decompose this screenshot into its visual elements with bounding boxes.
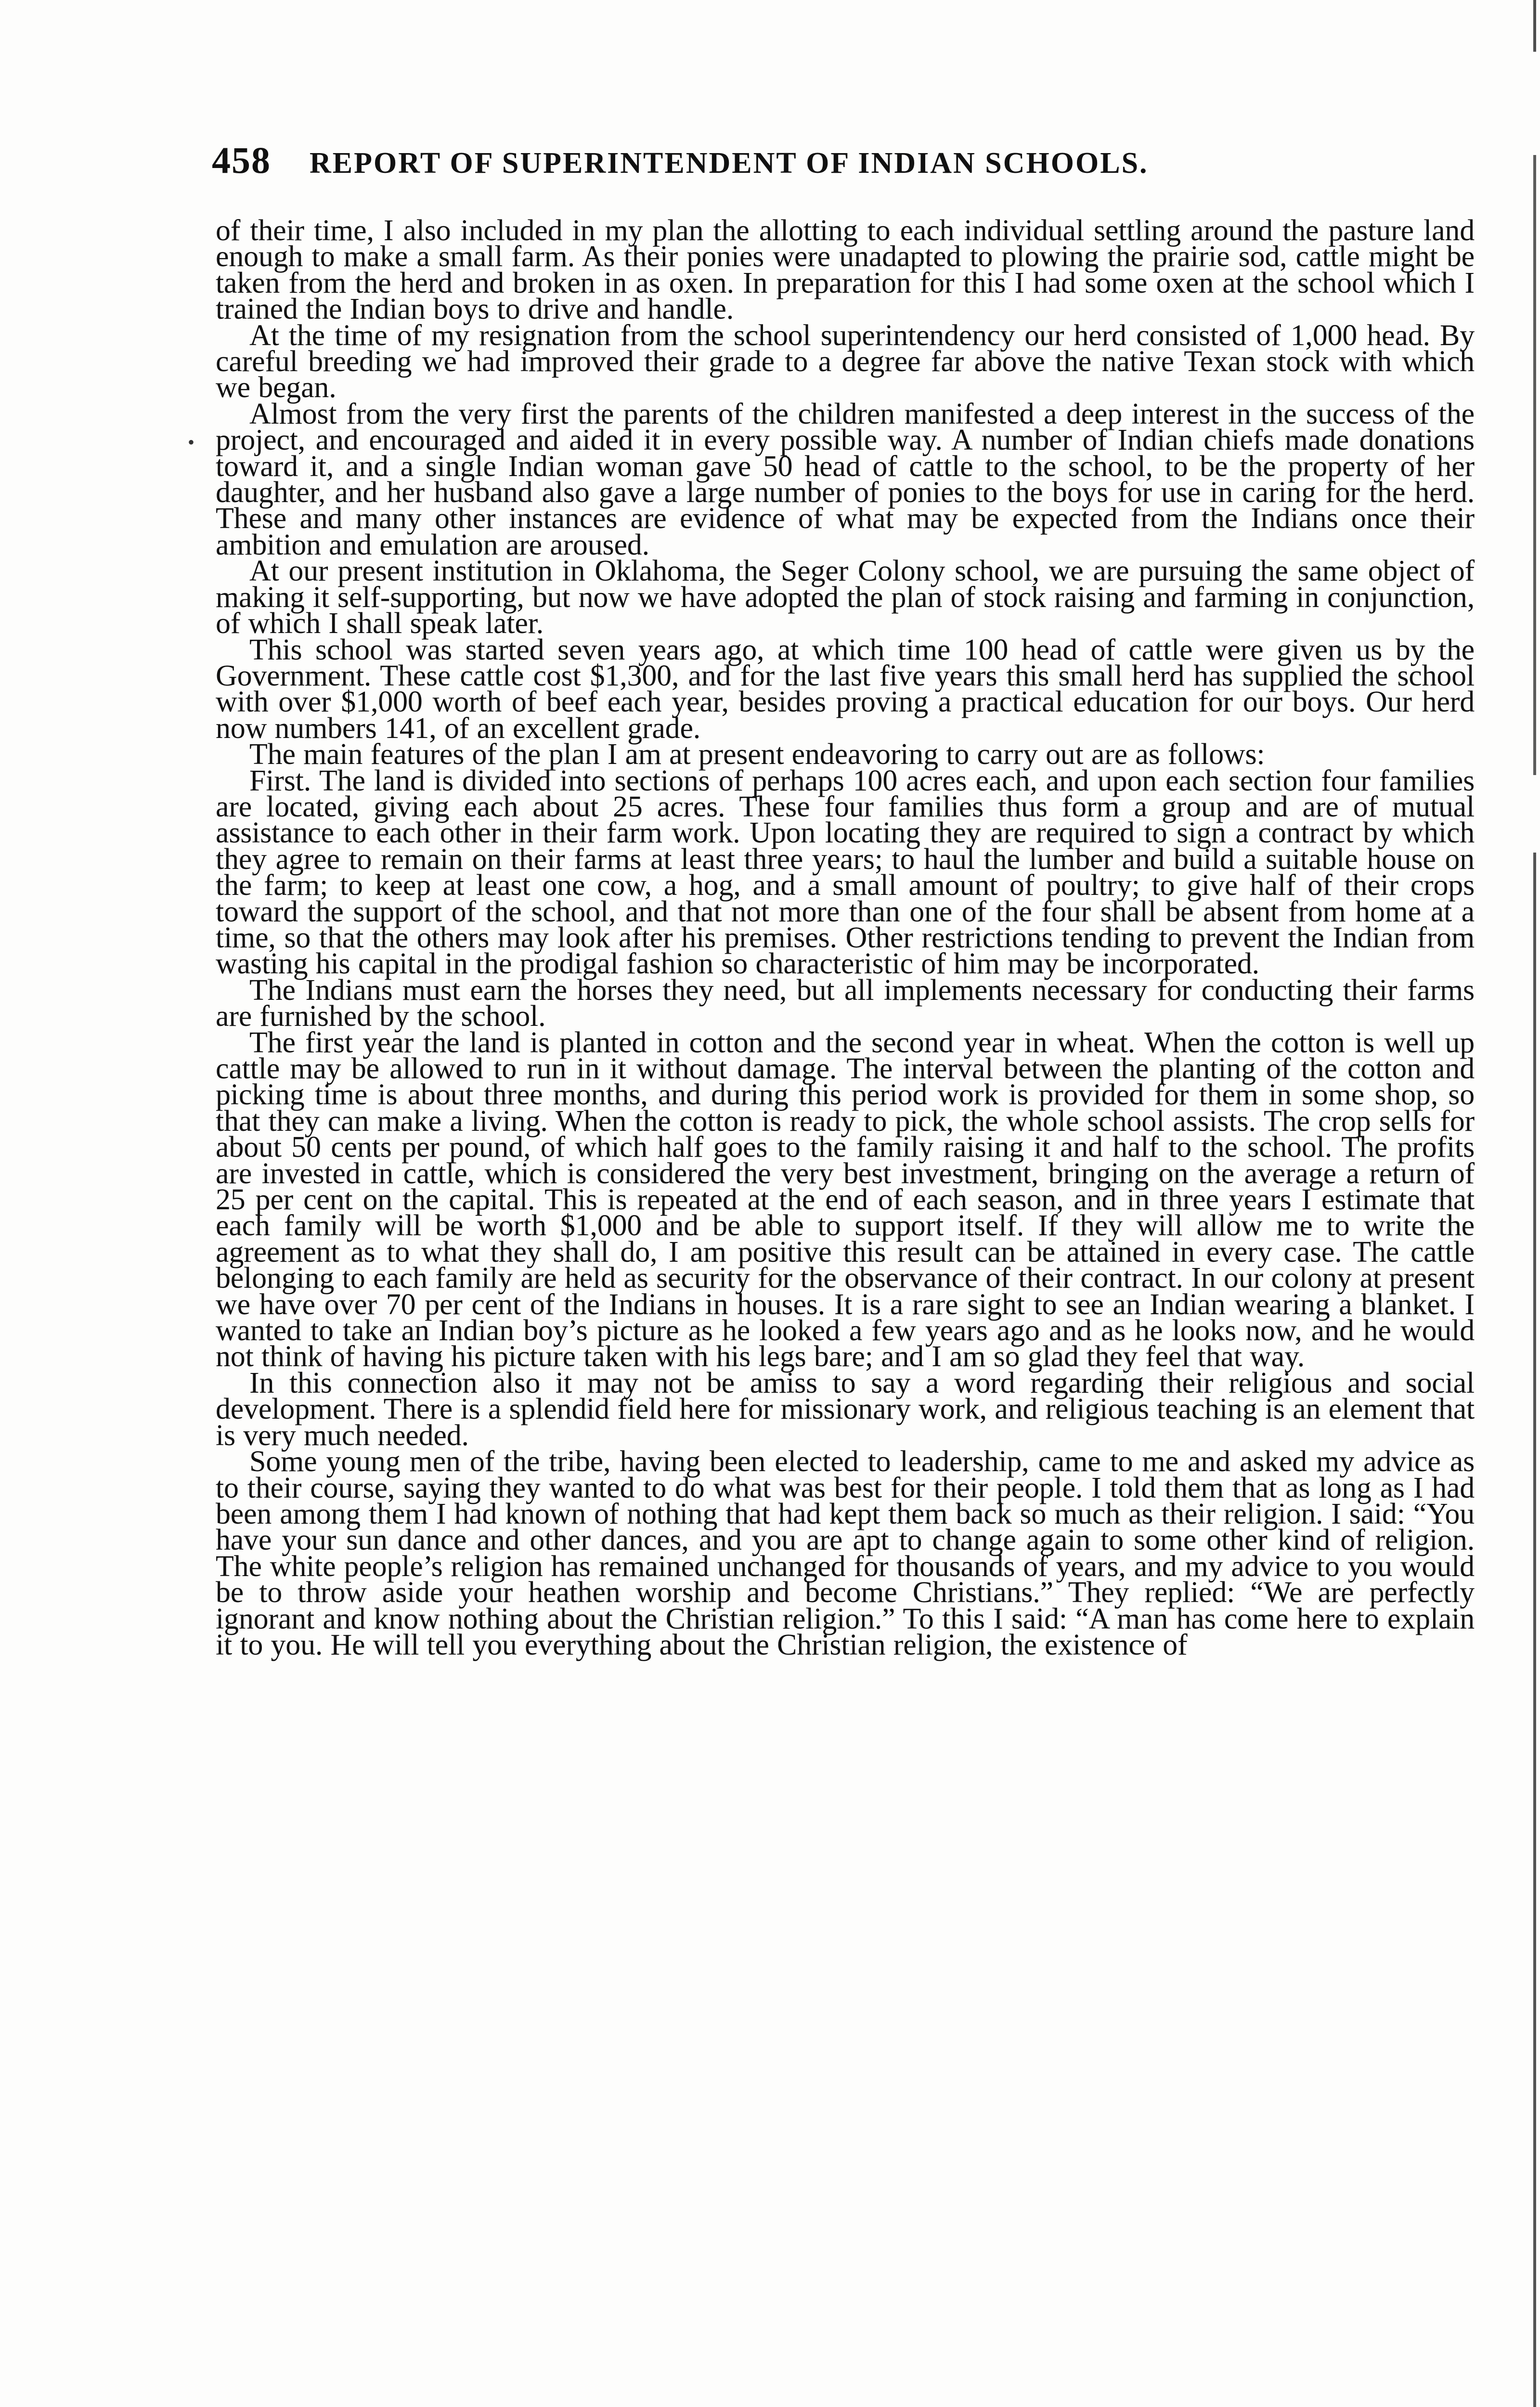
paragraph: First. The land is divided into sections of perhaps 100 acres each, and upon each section four families are located, giving each about 25 acres. These four families thus form a group and are of mutual assistance to each other in their farm work. Upon locating they are required to sign a contract by which they agree to remain on their farms at least three years; to haul the lumber and build a suitable house on the farm; to keep at least one cow, a hog, and a small amount of poultry; to give half of their crops toward the support of the school, and that not more than one of the four shall be absent from home at a time, so that the others may look after his premises. Other restrictions tending to prevent the Indian from wasting his capital in the prodigal fashion so characteristic of him may be incorporated. (216, 764, 1475, 981)
paragraph: This school was started seven years ago, at which time 100 head of cattle were given us by the Government. These cattle cost $1,300, and for the last five years this small herd has supplied the school with over $1,000 worth of beef each year, besides proving a practical education for our boys. Our herd now numbers 141, of an excellent grade. (216, 633, 1475, 745)
paragraph: Some young men of the tribe, having been elected to leadership, came to me and asked my advice as to their course, saying they wanted to do what was best for their people. I told them that as long as I had been among them I had known of nothing that had kept them back so much as their religion. I said: “You have your sun dance and other dances, and you are apt to change again to some other kind of religion. The white people’s religion has remained unchanged for thousands of years, and my advice to you would be to throw aside your heathen worship and become Christians.” They replied: “We are perfectly ignorant and know nothing about the Christian religion.” To this I said: “A man has come here to explain it to you. He will tell you everything about the Christian religion, the existence of (216, 1445, 1475, 1661)
paragraph: The Indians must earn the horses they need, but all implements necessary for conducting their farms are furnished by the school. (216, 973, 1475, 1033)
margin-dot: • (188, 431, 195, 453)
paragraph: The main features of the plan I am at present endeavoring to carry out are as follows: (249, 738, 1265, 771)
paragraph: At the time of my resignation from the school superintendency our herd consisted of 1,000 head. By careful breeding we had improved their grade to a degree far above the native Texan stock with which we began. (216, 319, 1475, 404)
paragraph: of their time, I also included in my plan the allotting to each individual settling around the pasture land enough to make a small farm. As their ponies were unadapted to plowing the prairie sod, cattle might be taken from the herd and broken in as oxen. In preparation for this I had some oxen at the school which I trained the Indian boys to drive and handle. (216, 214, 1475, 326)
page-header (212, 139, 1473, 187)
page-edge-shadow (1533, 0, 1536, 2407)
paragraph: Almost from the very first the parents of the children manifested a deep interest in the success of the project, and encouraged and aided it in every possible way. A number of Indian chiefs made donations toward it, and a single Indian woman gave 50 head of cattle to the school, to be the property of her daughter, and her husband also gave a large number of ponies to the boys for use in caring for the herd. These and many other instances are evidence of what may be expected from the Indians once their ambition and emulation are aroused. (216, 397, 1475, 561)
body-text (216, 214, 1475, 1661)
paragraph: At our present institution in Oklahoma, the Seger Colony school, we are pursuing the same object of making it self-supporting, but now we have adopted the plan of stock raising and farming in conjunction, of which I shall speak later. (216, 555, 1475, 640)
running-head: REPORT OF SUPERINTENDENT OF INDIAN SCHOOLS. (310, 147, 1149, 180)
paragraph: The first year the land is planted in cotton and the second year in wheat. When the cotton is well up cattle may be allowed to run in it without damage. The interval between the planting of the cotton and picking time is about three months, and during this period work is provided for them in some shop, so that they can make a living. When the cotton is ready to pick, the whole school assists. The crop sells for about 50 cents per pound, of which half goes to the family raising it and half to the school. The profits are invested in cattle, which is considered the very best investment, bringing on the average a return of 25 per cent on the capital. This is repeated at the end of each season, and in three years I estimate that each family will be worth $1,000 and be able to support itself. If they will allow me to write the agreement as to what they shall do, I am positive this result can be attained in every case. The cattle belonging to each family are held as security for the observance of their contract. In our colony at present we have over 70 per cent of the Indians in houses. It is a rare sight to see an Indian wearing a blanket. I wanted to take an Indian boy’s picture as he looked a few years ago and as he looks now, and he would not think of having his picture taken with his legs bare; and I am so glad they feel that way. (216, 1026, 1475, 1373)
page-number: 458 (212, 139, 271, 181)
paragraph: In this connection also it may not be amiss to say a word regarding their religious and social development. There is a splendid field here for missionary work, and religious teaching is an element that is very much needed. (216, 1366, 1475, 1452)
